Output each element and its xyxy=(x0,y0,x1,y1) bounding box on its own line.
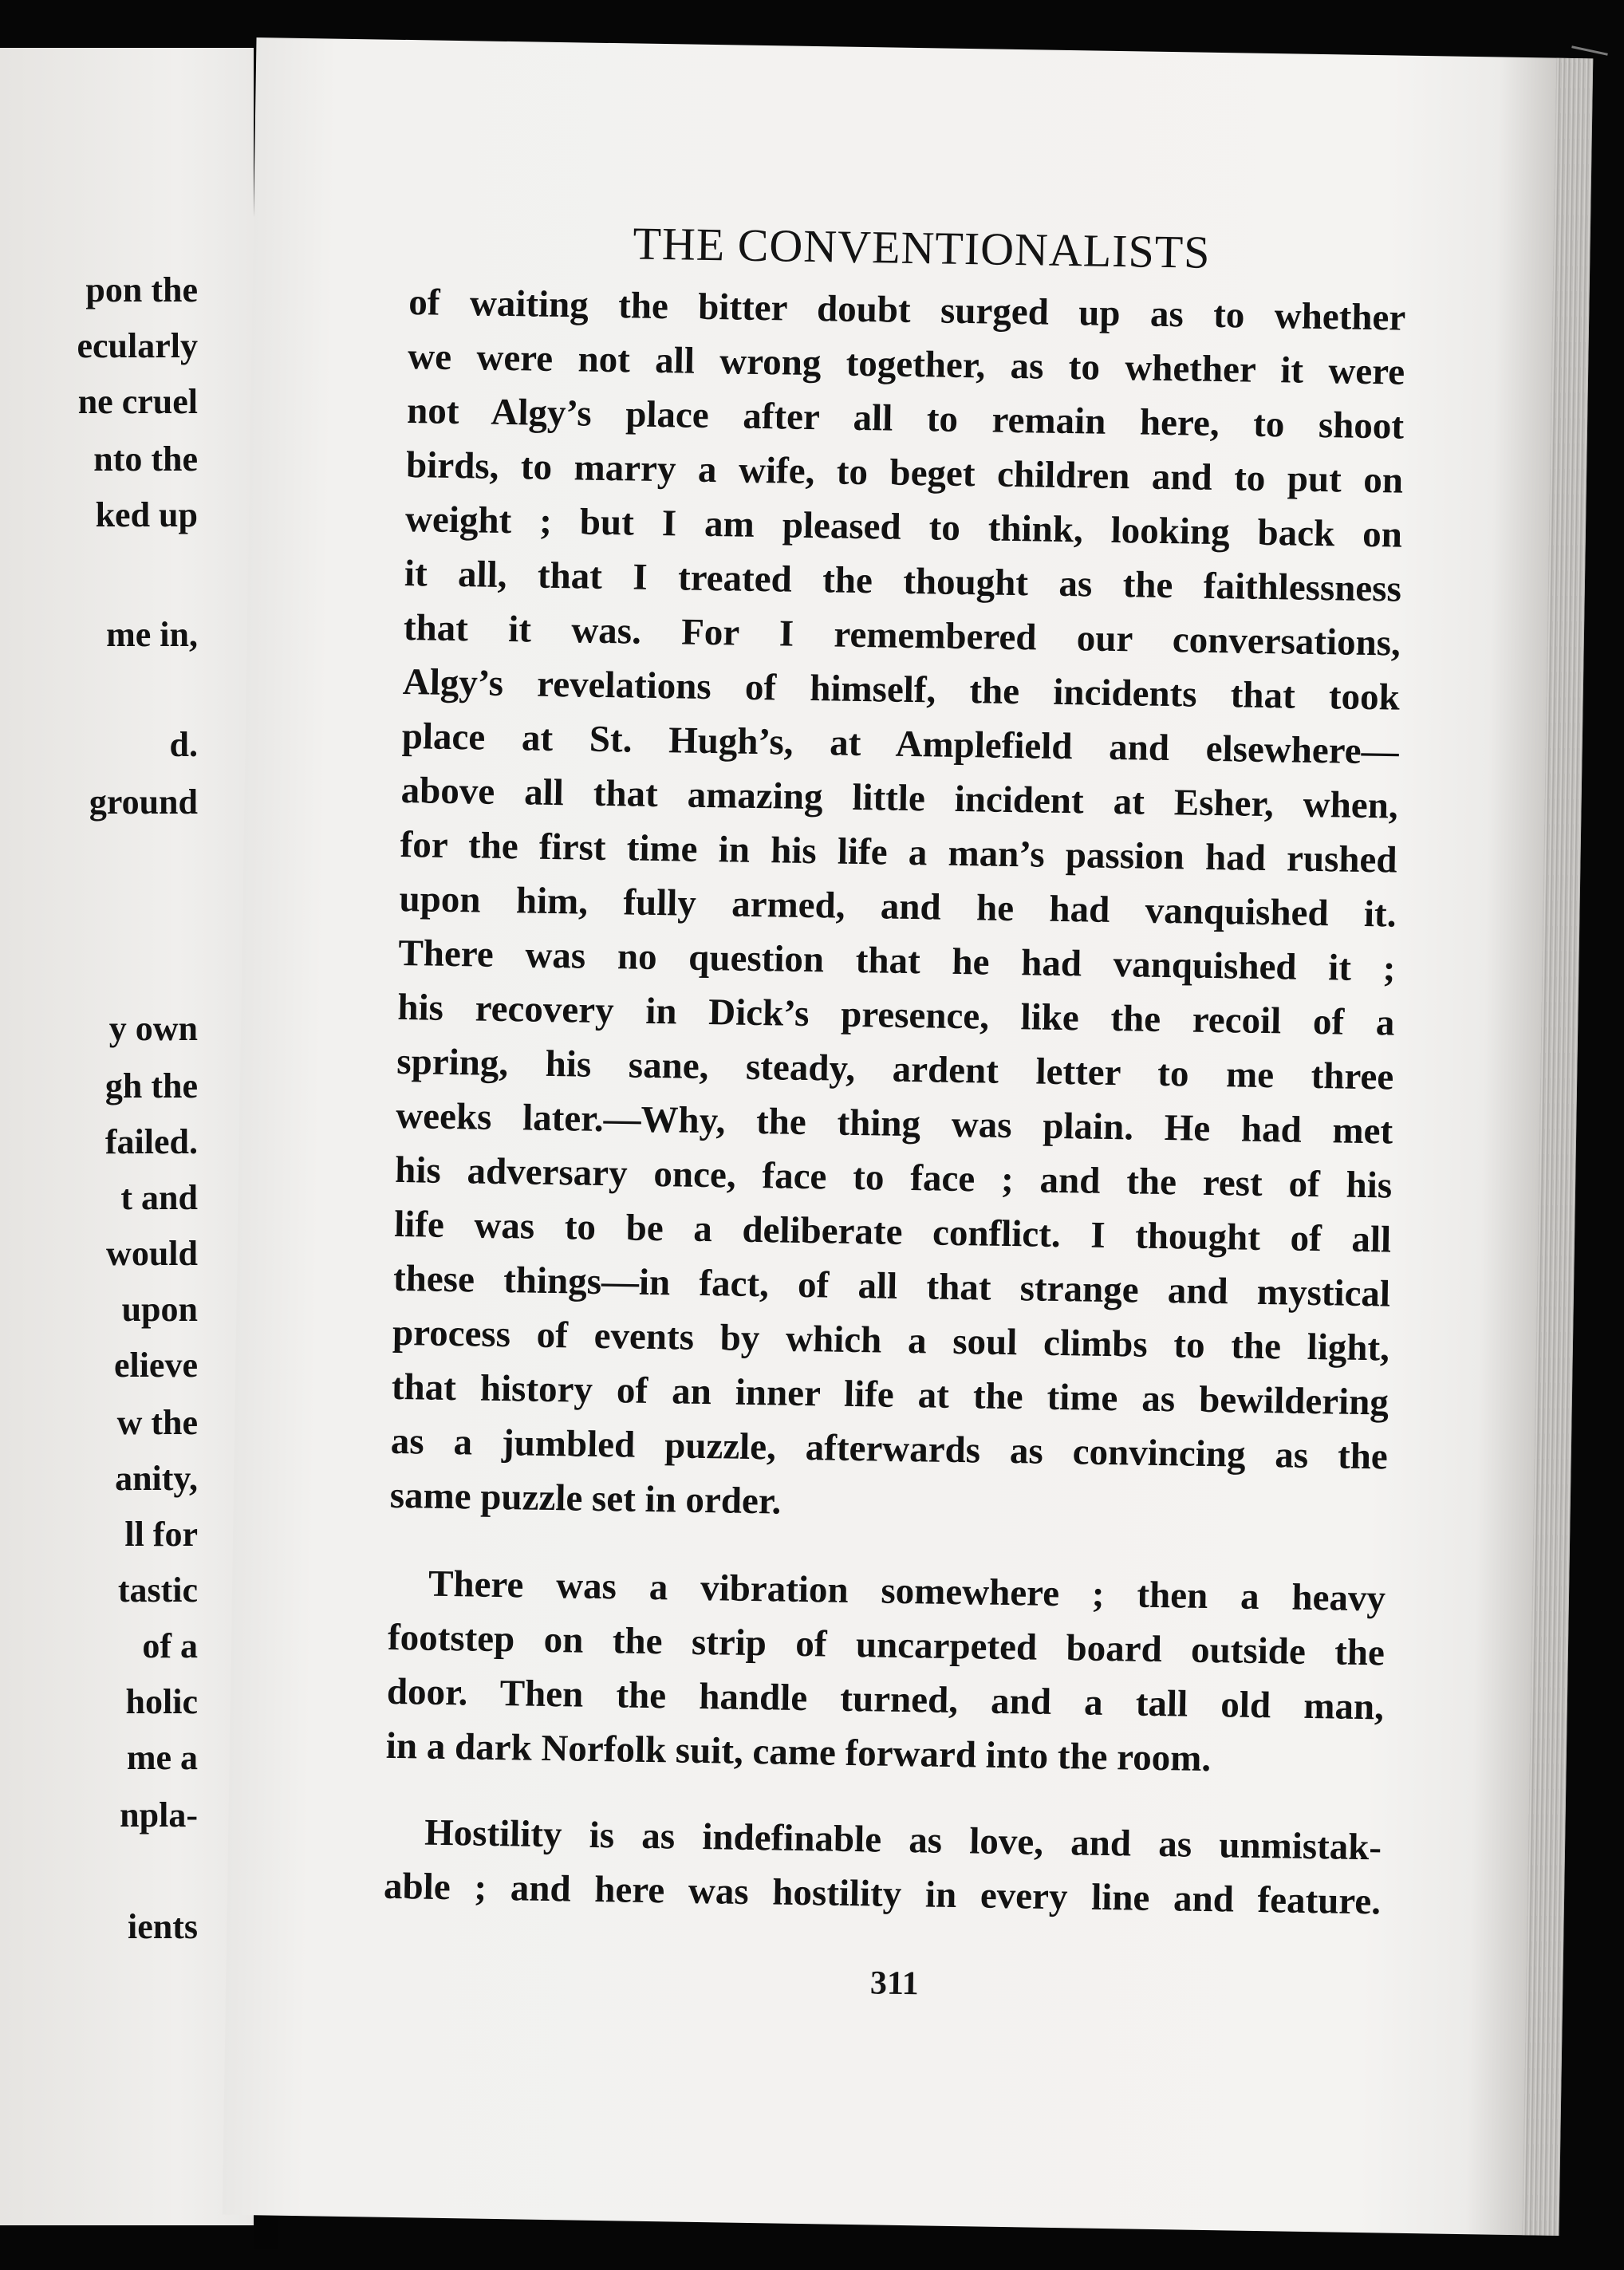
page-edge-stack xyxy=(1522,58,1593,2236)
left-page-fragment: pon the xyxy=(85,270,198,309)
left-facing-page xyxy=(0,48,254,2225)
body-text-line: his recovery in Dick’s presence, like the recoil of a xyxy=(397,986,1395,1044)
left-page-fragment: t and xyxy=(120,1178,198,1217)
body-text-line: it all, that I treated the thought as the faithlessness xyxy=(404,553,1402,610)
body-text-line: able ; and here was hostility in every line and feature. xyxy=(383,1865,1382,1923)
body-text-line: place at St. Hugh’s, at Amplefield and elsewhere— xyxy=(401,715,1400,773)
body-text-line: life was to be a deliberate conflict. I thought of all xyxy=(393,1203,1392,1261)
body-text-line: his adversary once, face to face ; and the rest of his xyxy=(394,1149,1393,1207)
page-number: 311 xyxy=(869,1965,920,2003)
left-page-fragment: y own xyxy=(108,1009,198,1048)
body-text-line: these things—in fact, of all that strange and mystical xyxy=(392,1257,1391,1315)
body-text-line: of waiting the bitter doubt surged up as to whether xyxy=(408,282,1406,339)
body-text-line: we were not all wrong together, as to whether it were xyxy=(407,336,1405,393)
body-text-line: that it was. For I remembered our conversations, xyxy=(403,606,1401,664)
body-text-line: spring, his sane, steady, ardent letter to me three xyxy=(396,1040,1394,1098)
left-page-fragment: failed. xyxy=(104,1122,198,1161)
body-text-line: Algy’s revelations of himself, the incidents that took xyxy=(402,660,1401,719)
body-text-line: process of events by which a soul climbs to the light, xyxy=(392,1311,1390,1369)
left-page-fragment: d. xyxy=(169,725,198,764)
left-page-fragment: ground xyxy=(89,782,198,822)
left-page-fragment: ll for xyxy=(124,1515,198,1554)
left-page-fragment: holic xyxy=(125,1682,198,1721)
body-text-line: that history of an inner life at the time as bewildering xyxy=(391,1366,1389,1424)
body-text-line: There was a vibration somewhere ; then a heavy xyxy=(428,1563,1386,1620)
body-text-line: weeks later.—Why, the thing was plain. He had met xyxy=(395,1094,1393,1153)
body-text-line: Hostility is as indefinable as love, and as unmistak- xyxy=(424,1811,1382,1869)
left-page-fragment: w the xyxy=(116,1403,198,1442)
body-text-line: There was no question that he had vanquished it ; xyxy=(398,932,1396,990)
right-page xyxy=(223,37,1594,2236)
left-page-fragment: upon xyxy=(121,1290,198,1329)
left-page-fragment: gh the xyxy=(104,1066,198,1105)
running-head: THE CONVENTIONALISTS xyxy=(633,217,1211,278)
left-page-fragment: ne cruel xyxy=(77,382,198,421)
left-page-fragment: npla- xyxy=(120,1795,198,1835)
left-page-fragment: of a xyxy=(142,1626,198,1665)
left-page-fragment: ked up xyxy=(95,495,198,534)
body-text-line: not Algy’s place after all to remain here, to shoot xyxy=(406,390,1405,447)
body-text-line: footstep on the strip of uncarpeted board outside the xyxy=(387,1616,1386,1674)
left-page-fragment: anity, xyxy=(115,1459,198,1498)
body-text-line: for the first time in his life a man’s passion had rushed xyxy=(400,823,1397,881)
body-text-line: same puzzle set in order. xyxy=(389,1474,782,1523)
left-page-fragment: me in, xyxy=(106,615,198,654)
body-text-line: birds, to marry a wife, to beget children and to put on xyxy=(405,444,1404,502)
body-text-line: above all that amazing little incident at Esher, when, xyxy=(400,769,1398,827)
left-page-fragment: ecularly xyxy=(77,326,198,365)
left-page-fragment: me a xyxy=(126,1738,198,1777)
body-text-line: upon him, fully armed, and he had vanquished it. xyxy=(399,877,1397,936)
scan-mark xyxy=(1571,45,1608,55)
left-page-fragment: tastic xyxy=(117,1570,198,1610)
left-page-fragment: elieve xyxy=(113,1346,198,1385)
left-page-fragment: ients xyxy=(128,1907,198,1946)
body-text-line: door. Then the handle turned, and a tall old man, xyxy=(386,1670,1385,1728)
body-text-line: as a jumbled puzzle, afterwards as convincing as the xyxy=(390,1420,1389,1478)
left-page-fragment: nto the xyxy=(93,439,198,479)
left-page-fragment: would xyxy=(106,1234,198,1273)
body-text-line: in a dark Norfolk suit, came forward into the room. xyxy=(385,1724,1212,1780)
body-text-line: weight ; but I am pleased to think, looking back on xyxy=(404,499,1403,556)
